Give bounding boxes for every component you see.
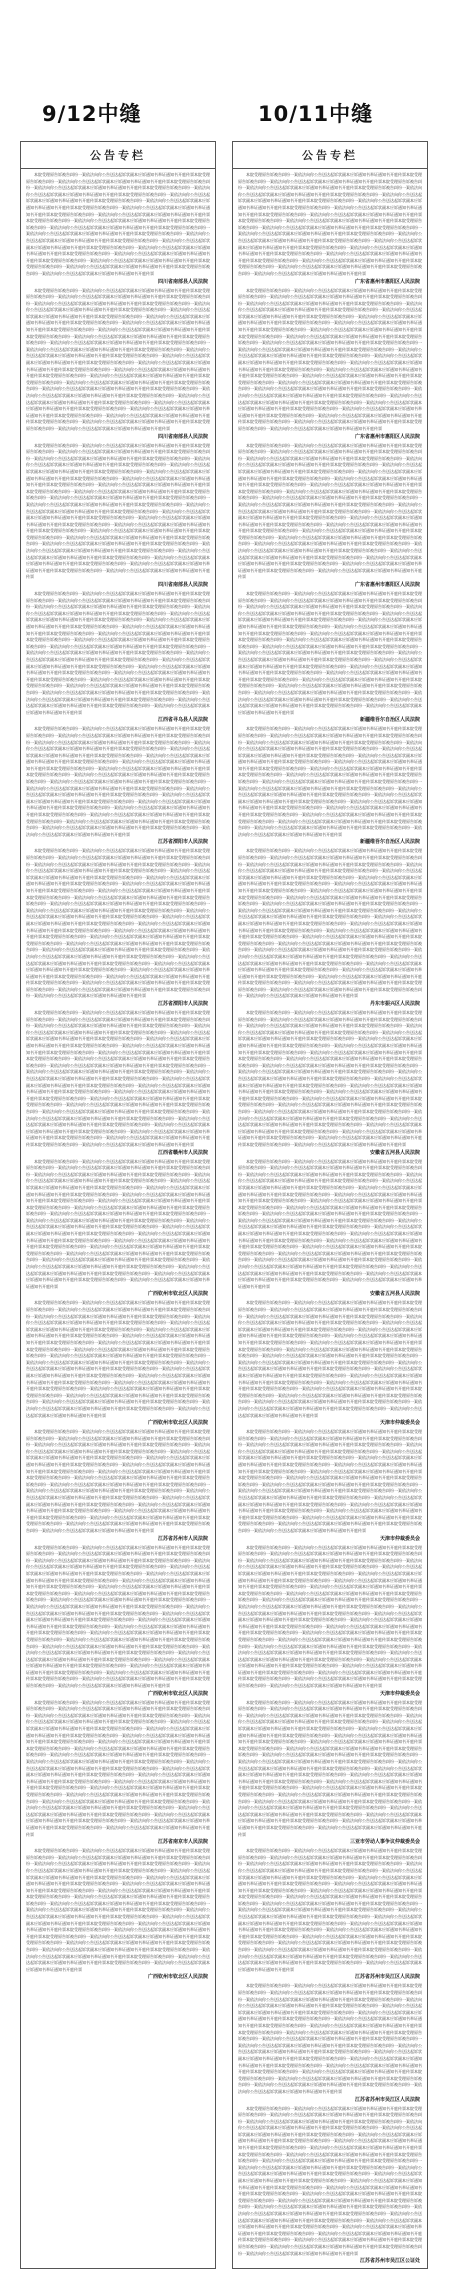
court-signature: 四川省南部县人民法院 (157, 278, 208, 285)
court-signature: 广西钦州市钦北区人民法院 (147, 1974, 208, 1981)
notice-item (26, 848, 210, 1008)
notice-item (26, 591, 210, 724)
issue-title-left: 9/12中缝 (42, 102, 142, 126)
court-signature: 江苏省溧阳市人民法院 (157, 839, 208, 846)
notice-item (238, 848, 422, 1008)
notice-body-text: 本院受理原告诉被告纠纷一案依法向你公告送达起诉状副本应诉通知书举证通知书开庭传票本院受理原告诉被告纠纷一案依法向你公告送达起诉状副本应诉通知书举证通知书开庭传票本院受理原告诉被告纠纷一案依法向你公告送达起诉状副本应诉通知书举证通知书开庭传票本院受理原告诉被告纠纷一案依法向你公告送达起诉状副本应诉通知书举证通知书开庭传票本院受理原告诉被告纠纷一案依法向你公告送达起诉状副本应诉通知书举证通知书开庭传票本院受理原告诉被告纠纷一案依法向你公告送达起诉状副本应诉通知书举证通知书开庭传票本院受理原告诉被告纠纷一案依法向你公告送达起诉状副本应诉通知书举证通知书开庭传票本院受理原告诉被告纠纷一案依法向你公告送达起诉状副本应诉通知书举证通知书开庭传票本院受理原告诉被告纠纷一案依法向你公告送达起诉状副本应诉通知书举证通知书开庭传票本院受理原告诉被告纠纷一案依法向你公告送达起诉状副本应诉通知书举证通知书开庭传票本院受理原告诉被告纠纷一案依法向你公告送达起诉状副本应诉通知书举证通知书开庭传票本院受理原告诉被告纠纷一案依法向你公告送达起诉状副本应诉通知书举证通知书开庭传票本院受理原告诉被告纠纷一案依法向你公告送达起诉状副本应诉通知书举证通知书开庭传票本院受理原告诉被告纠纷一案依法向你公告送达起诉状副本应诉通知书举证通知书开庭传票本院受理原告诉被告纠纷一案依法向你公告送达起诉状副本应诉通知书举证通知书开庭传票本院受理原告诉被告纠纷一案依法向你公告送达起诉状副本应诉通知书举证通知书开庭传票本院受理原告诉被告纠纷一案依法向你公告送达起诉状副本应诉通知书举证通知书开庭传票本院受理原告诉被告纠纷一案依法向你公告送达起诉状副本应诉通知书举证通知书开庭传票本院受理原告诉被告纠纷一案依法向你公告送达起诉状副本应诉通知书举证通知书开庭传票 (26, 726, 210, 837)
court-signature: 广西钦州市钦北区人民法院 (147, 1420, 208, 1427)
court-signature: 江苏省苏州市人民法院 (157, 1535, 208, 1542)
notice-item (26, 1700, 210, 1846)
notice-body-text: 本院受理原告诉被告纠纷一案依法向你公告送达起诉状副本应诉通知书举证通知书开庭传票本院受理原告诉被告纠纷一案依法向你公告送达起诉状副本应诉通知书举证通知书开庭传票本院受理原告诉被告纠纷一案依法向你公告送达起诉状副本应诉通知书举证通知书开庭传票本院受理原告诉被告纠纷一案依法向你公告送达起诉状副本应诉通知书举证通知书开庭传票本院受理原告诉被告纠纷一案依法向你公告送达起诉状副本应诉通知书举证通知书开庭传票本院受理原告诉被告纠纷一案依法向你公告送达起诉状副本应诉通知书举证通知书开庭传票本院受理原告诉被告纠纷一案依法向你公告送达起诉状副本应诉通知书举证通知书开庭传票本院受理原告诉被告纠纷一案依法向你公告送达起诉状副本应诉通知书举证通知书开庭传票本院受理原告诉被告纠纷一案依法向你公告送达起诉状副本应诉通知书举证通知书开庭传票本院受理原告诉被告纠纷一案依法向你公告送达起诉状副本应诉通知书举证通知书开庭传票本院受理原告诉被告纠纷一案依法向你公告送达起诉状副本应诉通知书举证通知书开庭传票本院受理原告诉被告纠纷一案依法向你公告送达起诉状副本应诉通知书举证通知书开庭传票本院受理原告诉被告纠纷一案依法向你公告送达起诉状副本应诉通知书举证通知书开庭传票本院受理原告诉被告纠纷一案依法向你公告送达起诉状副本应诉通知书举证通知书开庭传票本院受理原告诉被告纠纷一案依法向你公告送达起诉状副本应诉通知书举证通知书开庭传票本院受理原告诉被告纠纷一案依法向你公告送达起诉状副本应诉通知书举证通知书开庭传票本院受理原告诉被告纠纷一案依法向你公告送达起诉状副本应诉通知书举证通知书开庭传票本院受理原告诉被告纠纷一案依法向你公告送达起诉状副本应诉通知书举证通知书开庭传票本院受理原告诉被告纠纷一案依法向你公告送达起诉状副本应诉通知书举证通知书开庭传票本院受理原告诉被告纠纷一案依法向你公告送达起诉状副本应诉通知书举证通知书开庭传票本院受理原告诉被告纠纷一案依法向你公告送达起诉状副本应诉通知书举证通知书开庭传票本院受理原告诉被告纠纷一案依法向你公告送达起诉状副本应诉通知书举证通知书开庭传票本院受理原告诉被告纠纷一案依法向你公告送达起诉状副本应诉通知书举证通知书开庭传票本院受理原告诉被告纠纷一案依法向你公告送达起诉状副本应诉通知书举证通知书开庭传票 (238, 1010, 422, 1147)
notice-body-text: 本院受理原告诉被告纠纷一案依法向你公告送达起诉状副本应诉通知书举证通知书开庭传票本院受理原告诉被告纠纷一案依法向你公告送达起诉状副本应诉通知书举证通知书开庭传票本院受理原告诉被告纠纷一案依法向你公告送达起诉状副本应诉通知书举证通知书开庭传票本院受理原告诉被告纠纷一案依法向你公告送达起诉状副本应诉通知书举证通知书开庭传票本院受理原告诉被告纠纷一案依法向你公告送达起诉状副本应诉通知书举证通知书开庭传票本院受理原告诉被告纠纷一案依法向你公告送达起诉状副本应诉通知书举证通知书开庭传票本院受理原告诉被告纠纷一案依法向你公告送达起诉状副本应诉通知书举证通知书开庭传票本院受理原告诉被告纠纷一案依法向你公告送达起诉状副本应诉通知书举证通知书开庭传票本院受理原告诉被告纠纷一案依法向你公告送达起诉状副本应诉通知书举证通知书开庭传票本院受理原告诉被告纠纷一案依法向你公告送达起诉状副本应诉通知书举证通知书开庭传票本院受理原告诉被告纠纷一案依法向你公告送达起诉状副本应诉通知书举证通知书开庭传票本院受理原告诉被告纠纷一案依法向你公告送达起诉状副本应诉通知书举证通知书开庭传票本院受理原告诉被告纠纷一案依法向你公告送达起诉状副本应诉通知书举证通知书开庭传票本院受理原告诉被告纠纷一案依法向你公告送达起诉状副本应诉通知书举证通知书开庭传票本院受理原告诉被告纠纷一案依法向你公告送达起诉状副本应诉通知书举证通知书开庭传票本院受理原告诉被告纠纷一案依法向你公告送达起诉状副本应诉通知书举证通知书开庭传票本院受理原告诉被告纠纷一案依法向你公告送达起诉状副本应诉通知书举证通知书开庭传票本院受理原告诉被告纠纷一案依法向你公告送达起诉状副本应诉通知书举证通知书开庭传票 (26, 172, 210, 276)
court-signature: 江苏省苏州市吴江区人民法院 (354, 1974, 420, 1981)
court-signature: 江苏省苏州市吴江区公证处 (359, 2258, 420, 2265)
court-signature: 天津市仲裁委员会 (379, 1690, 420, 1697)
notice-item (26, 726, 210, 846)
court-signature: 安徽省五河县人民法院 (369, 1291, 420, 1298)
court-signature: 新疆维吾尔自治区人民法院 (359, 839, 420, 846)
notice-item (238, 1848, 422, 1981)
notice-item (26, 1545, 210, 1698)
notice-body-text: 本院受理原告诉被告纠纷一案依法向你公告送达起诉状副本应诉通知书举证通知书开庭传票本院受理原告诉被告纠纷一案依法向你公告送达起诉状副本应诉通知书举证通知书开庭传票本院受理原告诉被告纠纷一案依法向你公告送达起诉状副本应诉通知书举证通知书开庭传票本院受理原告诉被告纠纷一案依法向你公告送达起诉状副本应诉通知书举证通知书开庭传票本院受理原告诉被告纠纷一案依法向你公告送达起诉状副本应诉通知书举证通知书开庭传票本院受理原告诉被告纠纷一案依法向你公告送达起诉状副本应诉通知书举证通知书开庭传票本院受理原告诉被告纠纷一案依法向你公告送达起诉状副本应诉通知书举证通知书开庭传票本院受理原告诉被告纠纷一案依法向你公告送达起诉状副本应诉通知书举证通知书开庭传票本院受理原告诉被告纠纷一案依法向你公告送达起诉状副本应诉通知书举证通知书开庭传票本院受理原告诉被告纠纷一案依法向你公告送达起诉状副本应诉通知书举证通知书开庭传票本院受理原告诉被告纠纷一案依法向你公告送达起诉状副本应诉通知书举证通知书开庭传票本院受理原告诉被告纠纷一案依法向你公告送达起诉状副本应诉通知书举证通知书开庭传票本院受理原告诉被告纠纷一案依法向你公告送达起诉状副本应诉通知书举证通知书开庭传票本院受理原告诉被告纠纷一案依法向你公告送达起诉状副本应诉通知书举证通知书开庭传票本院受理原告诉被告纠纷一案依法向你公告送达起诉状副本应诉通知书举证通知书开庭传票本院受理原告诉被告纠纷一案依法向你公告送达起诉状副本应诉通知书举证通知书开庭传票本院受理原告诉被告纠纷一案依法向你公告送达起诉状副本应诉通知书举证通知书开庭传票本院受理原告诉被告纠纷一案依法向你公告送达起诉状副本应诉通知书举证通知书开庭传票本院受理原告诉被告纠纷一案依法向你公告送达起诉状副本应诉通知书举证通知书开庭传票本院受理原告诉被告纠纷一案依法向你公告送达起诉状副本应诉通知书举证通知书开庭传票本院受理原告诉被告纠纷一案依法向你公告送达起诉状副本应诉通知书举证通知书开庭传票 (26, 1848, 210, 1972)
notice-body-text: 本院受理原告诉被告纠纷一案依法向你公告送达起诉状副本应诉通知书举证通知书开庭传票本院受理原告诉被告纠纷一案依法向你公告送达起诉状副本应诉通知书举证通知书开庭传票本院受理原告诉被告纠纷一案依法向你公告送达起诉状副本应诉通知书举证通知书开庭传票本院受理原告诉被告纠纷一案依法向你公告送达起诉状副本应诉通知书举证通知书开庭传票本院受理原告诉被告纠纷一案依法向你公告送达起诉状副本应诉通知书举证通知书开庭传票本院受理原告诉被告纠纷一案依法向你公告送达起诉状副本应诉通知书举证通知书开庭传票本院受理原告诉被告纠纷一案依法向你公告送达起诉状副本应诉通知书举证通知书开庭传票本院受理原告诉被告纠纷一案依法向你公告送达起诉状副本应诉通知书举证通知书开庭传票本院受理原告诉被告纠纷一案依法向你公告送达起诉状副本应诉通知书举证通知书开庭传票本院受理原告诉被告纠纷一案依法向你公告送达起诉状副本应诉通知书举证通知书开庭传票本院受理原告诉被告纠纷一案依法向你公告送达起诉状副本应诉通知书举证通知书开庭传票本院受理原告诉被告纠纷一案依法向你公告送达起诉状副本应诉通知书举证通知书开庭传票本院受理原告诉被告纠纷一案依法向你公告送达起诉状副本应诉通知书举证通知书开庭传票本院受理原告诉被告纠纷一案依法向你公告送达起诉状副本应诉通知书举证通知书开庭传票本院受理原告诉被告纠纷一案依法向你公告送达起诉状副本应诉通知书举证通知书开庭传票本院受理原告诉被告纠纷一案依法向你公告送达起诉状副本应诉通知书举证通知书开庭传票本院受理原告诉被告纠纷一案依法向你公告送达起诉状副本应诉通知书举证通知书开庭传票本院受理原告诉被告纠纷一案依法向你公告送达起诉状副本应诉通知书举证通知书开庭传票本院受理原告诉被告纠纷一案依法向你公告送达起诉状副本应诉通知书举证通知书开庭传票本院受理原告诉被告纠纷一案依法向你公告送达起诉状副本应诉通知书举证通知书开庭传票本院受理原告诉被告纠纷一案依法向你公告送达起诉状副本应诉通知书举证通知书开庭传票本院受理原告诉被告纠纷一案依法向你公告送达起诉状副本应诉通知书举证通知书开庭传票本院受理原告诉被告纠纷一案依法向你公告送达起诉状副本应诉通知书举证通知书开庭传票 (26, 1699, 210, 1837)
notice-body-text: 本院受理原告诉被告纠纷一案依法向你公告送达起诉状副本应诉通知书举证通知书开庭传票本院受理原告诉被告纠纷一案依法向你公告送达起诉状副本应诉通知书举证通知书开庭传票本院受理原告诉被告纠纷一案依法向你公告送达起诉状副本应诉通知书举证通知书开庭传票本院受理原告诉被告纠纷一案依法向你公告送达起诉状副本应诉通知书举证通知书开庭传票本院受理原告诉被告纠纷一案依法向你公告送达起诉状副本应诉通知书举证通知书开庭传票本院受理原告诉被告纠纷一案依法向你公告送达起诉状副本应诉通知书举证通知书开庭传票本院受理原告诉被告纠纷一案依法向你公告送达起诉状副本应诉通知书举证通知书开庭传票本院受理原告诉被告纠纷一案依法向你公告送达起诉状副本应诉通知书举证通知书开庭传票本院受理原告诉被告纠纷一案依法向你公告送达起诉状副本应诉通知书举证通知书开庭传票本院受理原告诉被告纠纷一案依法向你公告送达起诉状副本应诉通知书举证通知书开庭传票本院受理原告诉被告纠纷一案依法向你公告送达起诉状副本应诉通知书举证通知书开庭传票本院受理原告诉被告纠纷一案依法向你公告送达起诉状副本应诉通知书举证通知书开庭传票本院受理原告诉被告纠纷一案依法向你公告送达起诉状副本应诉通知书举证通知书开庭传票本院受理原告诉被告纠纷一案依法向你公告送达起诉状副本应诉通知书举证通知书开庭传票本院受理原告诉被告纠纷一案依法向你公告送达起诉状副本应诉通知书举证通知书开庭传票本院受理原告诉被告纠纷一案依法向你公告送达起诉状副本应诉通知书举证通知书开庭传票本院受理原告诉被告纠纷一案依法向你公告送达起诉状副本应诉通知书举证通知书开庭传票本院受理原告诉被告纠纷一案依法向你公告送达起诉状副本应诉通知书举证通知书开庭传票本院受理原告诉被告纠纷一案依法向你公告送达起诉状副本应诉通知书举证通知书开庭传票本院受理原告诉被告纠纷一案依法向你公告送达起诉状副本应诉通知书举证通知书开庭传票本院受理原告诉被告纠纷一案依法向你公告送达起诉状副本应诉通知书举证通知书开庭传票本院受理原告诉被告纠纷一案依法向你公告送达起诉状副本应诉通知书举证通知书开庭传票 (26, 1158, 210, 1289)
notice-body-text: 本院受理原告诉被告纠纷一案依法向你公告送达起诉状副本应诉通知书举证通知书开庭传票本院受理原告诉被告纠纷一案依法向你公告送达起诉状副本应诉通知书举证通知书开庭传票本院受理原告诉被告纠纷一案依法向你公告送达起诉状副本应诉通知书举证通知书开庭传票本院受理原告诉被告纠纷一案依法向你公告送达起诉状副本应诉通知书举证通知书开庭传票本院受理原告诉被告纠纷一案依法向你公告送达起诉状副本应诉通知书举证通知书开庭传票本院受理原告诉被告纠纷一案依法向你公告送达起诉状副本应诉通知书举证通知书开庭传票本院受理原告诉被告纠纷一案依法向你公告送达起诉状副本应诉通知书举证通知书开庭传票本院受理原告诉被告纠纷一案依法向你公告送达起诉状副本应诉通知书举证通知书开庭传票本院受理原告诉被告纠纷一案依法向你公告送达起诉状副本应诉通知书举证通知书开庭传票本院受理原告诉被告纠纷一案依法向你公告送达起诉状副本应诉通知书举证通知书开庭传票本院受理原告诉被告纠纷一案依法向你公告送达起诉状副本应诉通知书举证通知书开庭传票本院受理原告诉被告纠纷一案依法向你公告送达起诉状副本应诉通知书举证通知书开庭传票本院受理原告诉被告纠纷一案依法向你公告送达起诉状副本应诉通知书举证通知书开庭传票本院受理原告诉被告纠纷一案依法向你公告送达起诉状副本应诉通知书举证通知书开庭传票本院受理原告诉被告纠纷一案依法向你公告送达起诉状副本应诉通知书举证通知书开庭传票本院受理原告诉被告纠纷一案依法向你公告送达起诉状副本应诉通知书举证通知书开庭传票本院受理原告诉被告纠纷一案依法向你公告送达起诉状副本应诉通知书举证通知书开庭传票本院受理原告诉被告纠纷一案依法向你公告送达起诉状副本应诉通知书举证通知书开庭传票本院受理原告诉被告纠纷一案依法向你公告送达起诉状副本应诉通知书举证通知书开庭传票 (238, 726, 422, 837)
notice-item (26, 443, 210, 589)
notice-body-text: 本院受理原告诉被告纠纷一案依法向你公告送达起诉状副本应诉通知书举证通知书开庭传票本院受理原告诉被告纠纷一案依法向你公告送达起诉状副本应诉通知书举证通知书开庭传票本院受理原告诉被告纠纷一案依法向你公告送达起诉状副本应诉通知书举证通知书开庭传票本院受理原告诉被告纠纷一案依法向你公告送达起诉状副本应诉通知书举证通知书开庭传票本院受理原告诉被告纠纷一案依法向你公告送达起诉状副本应诉通知书举证通知书开庭传票本院受理原告诉被告纠纷一案依法向你公告送达起诉状副本应诉通知书举证通知书开庭传票本院受理原告诉被告纠纷一案依法向你公告送达起诉状副本应诉通知书举证通知书开庭传票本院受理原告诉被告纠纷一案依法向你公告送达起诉状副本应诉通知书举证通知书开庭传票本院受理原告诉被告纠纷一案依法向你公告送达起诉状副本应诉通知书举证通知书开庭传票本院受理原告诉被告纠纷一案依法向你公告送达起诉状副本应诉通知书举证通知书开庭传票本院受理原告诉被告纠纷一案依法向你公告送达起诉状副本应诉通知书举证通知书开庭传票本院受理原告诉被告纠纷一案依法向你公告送达起诉状副本应诉通知书举证通知书开庭传票本院受理原告诉被告纠纷一案依法向你公告送达起诉状副本应诉通知书举证通知书开庭传票本院受理原告诉被告纠纷一案依法向你公告送达起诉状副本应诉通知书举证通知书开庭传票本院受理原告诉被告纠纷一案依法向你公告送达起诉状副本应诉通知书举证通知书开庭传票本院受理原告诉被告纠纷一案依法向你公告送达起诉状副本应诉通知书举证通知书开庭传票本院受理原告诉被告纠纷一案依法向你公告送达起诉状副本应诉通知书举证通知书开庭传票本院受理原告诉被告纠纷一案依法向你公告送达起诉状副本应诉通知书举证通知书开庭传票 (238, 172, 422, 276)
notice-list (21, 169, 215, 1981)
court-signature: 广西钦州市钦北区人民法院 (147, 1690, 208, 1697)
notice-body-text: 本院受理原告诉被告纠纷一案依法向你公告送达起诉状副本应诉通知书举证通知书开庭传票本院受理原告诉被告纠纷一案依法向你公告送达起诉状副本应诉通知书举证通知书开庭传票本院受理原告诉被告纠纷一案依法向你公告送达起诉状副本应诉通知书举证通知书开庭传票本院受理原告诉被告纠纷一案依法向你公告送达起诉状副本应诉通知书举证通知书开庭传票本院受理原告诉被告纠纷一案依法向你公告送达起诉状副本应诉通知书举证通知书开庭传票本院受理原告诉被告纠纷一案依法向你公告送达起诉状副本应诉通知书举证通知书开庭传票本院受理原告诉被告纠纷一案依法向你公告送达起诉状副本应诉通知书举证通知书开庭传票本院受理原告诉被告纠纷一案依法向你公告送达起诉状副本应诉通知书举证通知书开庭传票本院受理原告诉被告纠纷一案依法向你公告送达起诉状副本应诉通知书举证通知书开庭传票本院受理原告诉被告纠纷一案依法向你公告送达起诉状副本应诉通知书举证通知书开庭传票本院受理原告诉被告纠纷一案依法向你公告送达起诉状副本应诉通知书举证通知书开庭传票本院受理原告诉被告纠纷一案依法向你公告送达起诉状副本应诉通知书举证通知书开庭传票本院受理原告诉被告纠纷一案依法向你公告送达起诉状副本应诉通知书举证通知书开庭传票本院受理原告诉被告纠纷一案依法向你公告送达起诉状副本应诉通知书举证通知书开庭传票本院受理原告诉被告纠纷一案依法向你公告送达起诉状副本应诉通知书举证通知书开庭传票本院受理原告诉被告纠纷一案依法向你公告送达起诉状副本应诉通知书举证通知书开庭传票本院受理原告诉被告纠纷一案依法向你公告送达起诉状副本应诉通知书举证通知书开庭传票本院受理原告诉被告纠纷一案依法向你公告送达起诉状副本应诉通知书举证通知书开庭传票本院受理原告诉被告纠纷一案依法向你公告送达起诉状副本应诉通知书举证通知书开庭传票本院受理原告诉被告纠纷一案依法向你公告送达起诉状副本应诉通知书举证通知书开庭传票本院受理原告诉被告纠纷一案依法向你公告送达起诉状副本应诉通知书举证通知书开庭传票本院受理原告诉被告纠纷一案依法向你公告送达起诉状副本应诉通知书举证通知书开庭传票本院受理原告诉被告纠纷一案依法向你公告送达起诉状副本应诉通知书举证通知书开庭传票本院受理原告诉被告纠纷一案依法向你公告送达起诉状副本应诉通知书举证通知书开庭传票本院受理原告诉被告纠纷一案依法向你公告送达起诉状副本应诉通知书举证通知书开庭传票本院受理原告诉被告纠纷一案依法向你公告送达起诉状副本应诉通知书举证通知书开庭传票 (238, 2105, 422, 2256)
column-header: 公告专栏 (21, 142, 215, 169)
notice-item (238, 1429, 422, 1543)
notice-body-text: 本院受理原告诉被告纠纷一案依法向你公告送达起诉状副本应诉通知书举证通知书开庭传票本院受理原告诉被告纠纷一案依法向你公告送达起诉状副本应诉通知书举证通知书开庭传票本院受理原告诉被告纠纷一案依法向你公告送达起诉状副本应诉通知书举证通知书开庭传票本院受理原告诉被告纠纷一案依法向你公告送达起诉状副本应诉通知书举证通知书开庭传票本院受理原告诉被告纠纷一案依法向你公告送达起诉状副本应诉通知书举证通知书开庭传票本院受理原告诉被告纠纷一案依法向你公告送达起诉状副本应诉通知书举证通知书开庭传票本院受理原告诉被告纠纷一案依法向你公告送达起诉状副本应诉通知书举证通知书开庭传票本院受理原告诉被告纠纷一案依法向你公告送达起诉状副本应诉通知书举证通知书开庭传票本院受理原告诉被告纠纷一案依法向你公告送达起诉状副本应诉通知书举证通知书开庭传票本院受理原告诉被告纠纷一案依法向你公告送达起诉状副本应诉通知书举证通知书开庭传票本院受理原告诉被告纠纷一案依法向你公告送达起诉状副本应诉通知书举证通知书开庭传票本院受理原告诉被告纠纷一案依法向你公告送达起诉状副本应诉通知书举证通知书开庭传票本院受理原告诉被告纠纷一案依法向你公告送达起诉状副本应诉通知书举证通知书开庭传票本院受理原告诉被告纠纷一案依法向你公告送达起诉状副本应诉通知书举证通知书开庭传票本院受理原告诉被告纠纷一案依法向你公告送达起诉状副本应诉通知书举证通知书开庭传票本院受理原告诉被告纠纷一案依法向你公告送达起诉状副本应诉通知书举证通知书开庭传票本院受理原告诉被告纠纷一案依法向你公告送达起诉状副本应诉通知书举证通知书开庭传票本院受理原告诉被告纠纷一案依法向你公告送达起诉状副本应诉通知书举证通知书开庭传票本院受理原告诉被告纠纷一案依法向你公告送达起诉状副本应诉通知书举证通知书开庭传票本院受理原告诉被告纠纷一案依法向你公告送达起诉状副本应诉通知书举证通知书开庭传票本院受理原告诉被告纠纷一案依法向你公告送达起诉状副本应诉通知书举证通知书开庭传票 (26, 591, 210, 715)
court-signature: 广东省惠州市惠阳区人民法院 (354, 278, 420, 285)
court-signature: 四川省南部县人民法院 (157, 582, 208, 589)
notice-column-left (20, 141, 216, 2269)
notice-item (238, 288, 422, 441)
notice-item (26, 1848, 210, 1981)
notice-item (26, 172, 210, 286)
notice-body-text: 本院受理原告诉被告纠纷一案依法向你公告送达起诉状副本应诉通知书举证通知书开庭传票本院受理原告诉被告纠纷一案依法向你公告送达起诉状副本应诉通知书举证通知书开庭传票本院受理原告诉被告纠纷一案依法向你公告送达起诉状副本应诉通知书举证通知书开庭传票本院受理原告诉被告纠纷一案依法向你公告送达起诉状副本应诉通知书举证通知书开庭传票本院受理原告诉被告纠纷一案依法向你公告送达起诉状副本应诉通知书举证通知书开庭传票本院受理原告诉被告纠纷一案依法向你公告送达起诉状副本应诉通知书举证通知书开庭传票本院受理原告诉被告纠纷一案依法向你公告送达起诉状副本应诉通知书举证通知书开庭传票本院受理原告诉被告纠纷一案依法向你公告送达起诉状副本应诉通知书举证通知书开庭传票本院受理原告诉被告纠纷一案依法向你公告送达起诉状副本应诉通知书举证通知书开庭传票本院受理原告诉被告纠纷一案依法向你公告送达起诉状副本应诉通知书举证通知书开庭传票本院受理原告诉被告纠纷一案依法向你公告送达起诉状副本应诉通知书举证通知书开庭传票本院受理原告诉被告纠纷一案依法向你公告送达起诉状副本应诉通知书举证通知书开庭传票本院受理原告诉被告纠纷一案依法向你公告送达起诉状副本应诉通知书举证通知书开庭传票本院受理原告诉被告纠纷一案依法向你公告送达起诉状副本应诉通知书举证通知书开庭传票本院受理原告诉被告纠纷一案依法向你公告送达起诉状副本应诉通知书举证通知书开庭传票本院受理原告诉被告纠纷一案依法向你公告送达起诉状副本应诉通知书举证通知书开庭传票本院受理原告诉被告纠纷一案依法向你公告送达起诉状副本应诉通知书举证通知书开庭传票本院受理原告诉被告纠纷一案依法向你公告送达起诉状副本应诉通知书举证通知书开庭传票本院受理原告诉被告纠纷一案依法向你公告送达起诉状副本应诉通知书举证通知书开庭传票本院受理原告诉被告纠纷一案依法向你公告送达起诉状副本应诉通知书举证通知书开庭传票本院受理原告诉被告纠纷一案依法向你公告送达起诉状副本应诉通知书举证通知书开庭传票本院受理原告诉被告纠纷一案依法向你公告送达起诉状副本应诉通知书举证通知书开庭传票本院受理原告诉被告纠纷一案依法向你公告送达起诉状副本应诉通知书举证通知书开庭传票 (26, 442, 210, 580)
notice-item (238, 2106, 422, 2266)
court-signature: 广东省惠州市惠阳区人民法院 (354, 433, 420, 440)
notice-body-text: 本院受理原告诉被告纠纷一案依法向你公告送达起诉状副本应诉通知书举证通知书开庭传票本院受理原告诉被告纠纷一案依法向你公告送达起诉状副本应诉通知书举证通知书开庭传票本院受理原告诉被告纠纷一案依法向你公告送达起诉状副本应诉通知书举证通知书开庭传票本院受理原告诉被告纠纷一案依法向你公告送达起诉状副本应诉通知书举证通知书开庭传票本院受理原告诉被告纠纷一案依法向你公告送达起诉状副本应诉通知书举证通知书开庭传票本院受理原告诉被告纠纷一案依法向你公告送达起诉状副本应诉通知书举证通知书开庭传票本院受理原告诉被告纠纷一案依法向你公告送达起诉状副本应诉通知书举证通知书开庭传票本院受理原告诉被告纠纷一案依法向你公告送达起诉状副本应诉通知书举证通知书开庭传票本院受理原告诉被告纠纷一案依法向你公告送达起诉状副本应诉通知书举证通知书开庭传票本院受理原告诉被告纠纷一案依法向你公告送达起诉状副本应诉通知书举证通知书开庭传票本院受理原告诉被告纠纷一案依法向你公告送达起诉状副本应诉通知书举证通知书开庭传票本院受理原告诉被告纠纷一案依法向你公告送达起诉状副本应诉通知书举证通知书开庭传票本院受理原告诉被告纠纷一案依法向你公告送达起诉状副本应诉通知书举证通知书开庭传票本院受理原告诉被告纠纷一案依法向你公告送达起诉状副本应诉通知书举证通知书开庭传票本院受理原告诉被告纠纷一案依法向你公告送达起诉状副本应诉通知书举证通知书开庭传票本院受理原告诉被告纠纷一案依法向你公告送达起诉状副本应诉通知书举证通知书开庭传票本院受理原告诉被告纠纷一案依法向你公告送达起诉状副本应诉通知书举证通知书开庭传票本院受理原告诉被告纠纷一案依法向你公告送达起诉状副本应诉通知书举证通知书开庭传票本院受理原告诉被告纠纷一案依法向你公告送达起诉状副本应诉通知书举证通知书开庭传票本院受理原告诉被告纠纷一案依法向你公告送达起诉状副本应诉通知书举证通知书开庭传票本院受理原告诉被告纠纷一案依法向你公告送达起诉状副本应诉通知书举证通知书开庭传票本院受理原告诉被告纠纷一案依法向你公告送达起诉状副本应诉通知书举证通知书开庭传票本院受理原告诉被告纠纷一案依法向你公告送达起诉状副本应诉通知书举证通知书开庭传票本院受理原告诉被告纠纷一案依法向你公告送达起诉状副本应诉通知书举证通知书开庭传票本院受理原告诉被告纠纷一案依法向你公告送达起诉状副本应诉通知书举证通知书开庭传票本院受理原告诉被告纠纷一案依法向你公告送达起诉状副本应诉通知书举证通知书开庭传票 (238, 848, 422, 999)
notice-item (238, 726, 422, 846)
notice-body-text: 本院受理原告诉被告纠纷一案依法向你公告送达起诉状副本应诉通知书举证通知书开庭传票本院受理原告诉被告纠纷一案依法向你公告送达起诉状副本应诉通知书举证通知书开庭传票本院受理原告诉被告纠纷一案依法向你公告送达起诉状副本应诉通知书举证通知书开庭传票本院受理原告诉被告纠纷一案依法向你公告送达起诉状副本应诉通知书举证通知书开庭传票本院受理原告诉被告纠纷一案依法向你公告送达起诉状副本应诉通知书举证通知书开庭传票本院受理原告诉被告纠纷一案依法向你公告送达起诉状副本应诉通知书举证通知书开庭传票本院受理原告诉被告纠纷一案依法向你公告送达起诉状副本应诉通知书举证通知书开庭传票本院受理原告诉被告纠纷一案依法向你公告送达起诉状副本应诉通知书举证通知书开庭传票本院受理原告诉被告纠纷一案依法向你公告送达起诉状副本应诉通知书举证通知书开庭传票本院受理原告诉被告纠纷一案依法向你公告送达起诉状副本应诉通知书举证通知书开庭传票本院受理原告诉被告纠纷一案依法向你公告送达起诉状副本应诉通知书举证通知书开庭传票本院受理原告诉被告纠纷一案依法向你公告送达起诉状副本应诉通知书举证通知书开庭传票本院受理原告诉被告纠纷一案依法向你公告送达起诉状副本应诉通知书举证通知书开庭传票本院受理原告诉被告纠纷一案依法向你公告送达起诉状副本应诉通知书举证通知书开庭传票本院受理原告诉被告纠纷一案依法向你公告送达起诉状副本应诉通知书举证通知书开庭传票本院受理原告诉被告纠纷一案依法向你公告送达起诉状副本应诉通知书举证通知书开庭传票本院受理原告诉被告纠纷一案依法向你公告送达起诉状副本应诉通知书举证通知书开庭传票本院受理原告诉被告纠纷一案依法向你公告送达起诉状副本应诉通知书举证通知书开庭传票本院受理原告诉被告纠纷一案依法向你公告送达起诉状副本应诉通知书举证通知书开庭传票本院受理原告诉被告纠纷一案依法向你公告送达起诉状副本应诉通知书举证通知书开庭传票本院受理原告诉被告纠纷一案依法向你公告送达起诉状副本应诉通知书举证通知书开庭传票 (238, 1848, 422, 1972)
court-signature: 江西省寻乌县人民法院 (157, 717, 208, 724)
notice-item (238, 1010, 422, 1156)
notice-body-text: 本院受理原告诉被告纠纷一案依法向你公告送达起诉状副本应诉通知书举证通知书开庭传票本院受理原告诉被告纠纷一案依法向你公告送达起诉状副本应诉通知书举证通知书开庭传票本院受理原告诉被告纠纷一案依法向你公告送达起诉状副本应诉通知书举证通知书开庭传票本院受理原告诉被告纠纷一案依法向你公告送达起诉状副本应诉通知书举证通知书开庭传票本院受理原告诉被告纠纷一案依法向你公告送达起诉状副本应诉通知书举证通知书开庭传票本院受理原告诉被告纠纷一案依法向你公告送达起诉状副本应诉通知书举证通知书开庭传票本院受理原告诉被告纠纷一案依法向你公告送达起诉状副本应诉通知书举证通知书开庭传票本院受理原告诉被告纠纷一案依法向你公告送达起诉状副本应诉通知书举证通知书开庭传票本院受理原告诉被告纠纷一案依法向你公告送达起诉状副本应诉通知书举证通知书开庭传票本院受理原告诉被告纠纷一案依法向你公告送达起诉状副本应诉通知书举证通知书开庭传票本院受理原告诉被告纠纷一案依法向你公告送达起诉状副本应诉通知书举证通知书开庭传票本院受理原告诉被告纠纷一案依法向你公告送达起诉状副本应诉通知书举证通知书开庭传票本院受理原告诉被告纠纷一案依法向你公告送达起诉状副本应诉通知书举证通知书开庭传票本院受理原告诉被告纠纷一案依法向你公告送达起诉状副本应诉通知书举证通知书开庭传票本院受理原告诉被告纠纷一案依法向你公告送达起诉状副本应诉通知书举证通知书开庭传票本院受理原告诉被告纠纷一案依法向你公告送达起诉状副本应诉通知书举证通知书开庭传票本院受理原告诉被告纠纷一案依法向你公告送达起诉状副本应诉通知书举证通知书开庭传票本院受理原告诉被告纠纷一案依法向你公告送达起诉状副本应诉通知书举证通知书开庭传票本院受理原告诉被告纠纷一案依法向你公告送达起诉状副本应诉通知书举证通知书开庭传票本院受理原告诉被告纠纷一案依法向你公告送达起诉状副本应诉通知书举证通知书开庭传票本院受理原告诉被告纠纷一案依法向你公告送达起诉状副本应诉通知书举证通知书开庭传票本院受理原告诉被告纠纷一案依法向你公告送达起诉状副本应诉通知书举证通知书开庭传票本院受理原告诉被告纠纷一案依法向你公告送达起诉状副本应诉通知书举证通知书开庭传票本院受理原告诉被告纠纷一案依法向你公告送达起诉状副本应诉通知书举证通知书开庭传票本院受理原告诉被告纠纷一案依法向你公告送达起诉状副本应诉通知书举证通知书开庭传票本院受理原告诉被告纠纷一案依法向你公告送达起诉状副本应诉通知书举证通知书开庭传票 (26, 848, 210, 999)
court-signature: 江苏省南京市人民法院 (157, 1839, 208, 1846)
court-signature: 三亚市劳动人事争议仲裁委员会 (349, 1839, 420, 1846)
notice-item (238, 172, 422, 286)
notice-body-text: 本院受理原告诉被告纠纷一案依法向你公告送达起诉状副本应诉通知书举证通知书开庭传票本院受理原告诉被告纠纷一案依法向你公告送达起诉状副本应诉通知书举证通知书开庭传票本院受理原告诉被告纠纷一案依法向你公告送达起诉状副本应诉通知书举证通知书开庭传票本院受理原告诉被告纠纷一案依法向你公告送达起诉状副本应诉通知书举证通知书开庭传票本院受理原告诉被告纠纷一案依法向你公告送达起诉状副本应诉通知书举证通知书开庭传票本院受理原告诉被告纠纷一案依法向你公告送达起诉状副本应诉通知书举证通知书开庭传票本院受理原告诉被告纠纷一案依法向你公告送达起诉状副本应诉通知书举证通知书开庭传票本院受理原告诉被告纠纷一案依法向你公告送达起诉状副本应诉通知书举证通知书开庭传票本院受理原告诉被告纠纷一案依法向你公告送达起诉状副本应诉通知书举证通知书开庭传票本院受理原告诉被告纠纷一案依法向你公告送达起诉状副本应诉通知书举证通知书开庭传票本院受理原告诉被告纠纷一案依法向你公告送达起诉状副本应诉通知书举证通知书开庭传票本院受理原告诉被告纠纷一案依法向你公告送达起诉状副本应诉通知书举证通知书开庭传票本院受理原告诉被告纠纷一案依法向你公告送达起诉状副本应诉通知书举证通知书开庭传票本院受理原告诉被告纠纷一案依法向你公告送达起诉状副本应诉通知书举证通知书开庭传票本院受理原告诉被告纠纷一案依法向你公告送达起诉状副本应诉通知书举证通知书开庭传票本院受理原告诉被告纠纷一案依法向你公告送达起诉状副本应诉通知书举证通知书开庭传票本院受理原告诉被告纠纷一案依法向你公告送达起诉状副本应诉通知书举证通知书开庭传票本院受理原告诉被告纠纷一案依法向你公告送达起诉状副本应诉通知书举证通知书开庭传票 (238, 1429, 422, 1533)
notice-item (26, 288, 210, 441)
court-signature: 天津市仲裁委员会 (379, 1420, 420, 1427)
court-signature: 天津市仲裁委员会 (379, 1535, 420, 1542)
notice-body-text: 本院受理原告诉被告纠纷一案依法向你公告送达起诉状副本应诉通知书举证通知书开庭传票本院受理原告诉被告纠纷一案依法向你公告送达起诉状副本应诉通知书举证通知书开庭传票本院受理原告诉被告纠纷一案依法向你公告送达起诉状副本应诉通知书举证通知书开庭传票本院受理原告诉被告纠纷一案依法向你公告送达起诉状副本应诉通知书举证通知书开庭传票本院受理原告诉被告纠纷一案依法向你公告送达起诉状副本应诉通知书举证通知书开庭传票本院受理原告诉被告纠纷一案依法向你公告送达起诉状副本应诉通知书举证通知书开庭传票本院受理原告诉被告纠纷一案依法向你公告送达起诉状副本应诉通知书举证通知书开庭传票本院受理原告诉被告纠纷一案依法向你公告送达起诉状副本应诉通知书举证通知书开庭传票本院受理原告诉被告纠纷一案依法向你公告送达起诉状副本应诉通知书举证通知书开庭传票本院受理原告诉被告纠纷一案依法向你公告送达起诉状副本应诉通知书举证通知书开庭传票本院受理原告诉被告纠纷一案依法向你公告送达起诉状副本应诉通知书举证通知书开庭传票本院受理原告诉被告纠纷一案依法向你公告送达起诉状副本应诉通知书举证通知书开庭传票本院受理原告诉被告纠纷一案依法向你公告送达起诉状副本应诉通知书举证通知书开庭传票本院受理原告诉被告纠纷一案依法向你公告送达起诉状副本应诉通知书举证通知书开庭传票本院受理原告诉被告纠纷一案依法向你公告送达起诉状副本应诉通知书举证通知书开庭传票本院受理原告诉被告纠纷一案依法向你公告送达起诉状副本应诉通知书举证通知书开庭传票本院受理原告诉被告纠纷一案依法向你公告送达起诉状副本应诉通知书举证通知书开庭传票本院受理原告诉被告纠纷一案依法向你公告送达起诉状副本应诉通知书举证通知书开庭传票本院受理原告诉被告纠纷一案依法向你公告送达起诉状副本应诉通知书举证通知书开庭传票本院受理原告诉被告纠纷一案依法向你公告送达起诉状副本应诉通知书举证通知书开庭传票本院受理原告诉被告纠纷一案依法向你公告送达起诉状副本应诉通知书举证通知书开庭传票本院受理原告诉被告纠纷一案依法向你公告送达起诉状副本应诉通知书举证通知书开庭传票 (238, 1158, 422, 1289)
notice-body-text: 本院受理原告诉被告纠纷一案依法向你公告送达起诉状副本应诉通知书举证通知书开庭传票本院受理原告诉被告纠纷一案依法向你公告送达起诉状副本应诉通知书举证通知书开庭传票本院受理原告诉被告纠纷一案依法向你公告送达起诉状副本应诉通知书举证通知书开庭传票本院受理原告诉被告纠纷一案依法向你公告送达起诉状副本应诉通知书举证通知书开庭传票本院受理原告诉被告纠纷一案依法向你公告送达起诉状副本应诉通知书举证通知书开庭传票本院受理原告诉被告纠纷一案依法向你公告送达起诉状副本应诉通知书举证通知书开庭传票本院受理原告诉被告纠纷一案依法向你公告送达起诉状副本应诉通知书举证通知书开庭传票本院受理原告诉被告纠纷一案依法向你公告送达起诉状副本应诉通知书举证通知书开庭传票本院受理原告诉被告纠纷一案依法向你公告送达起诉状副本应诉通知书举证通知书开庭传票本院受理原告诉被告纠纷一案依法向你公告送达起诉状副本应诉通知书举证通知书开庭传票本院受理原告诉被告纠纷一案依法向你公告送达起诉状副本应诉通知书举证通知书开庭传票本院受理原告诉被告纠纷一案依法向你公告送达起诉状副本应诉通知书举证通知书开庭传票本院受理原告诉被告纠纷一案依法向你公告送达起诉状副本应诉通知书举证通知书开庭传票本院受理原告诉被告纠纷一案依法向你公告送达起诉状副本应诉通知书举证通知书开庭传票本院受理原告诉被告纠纷一案依法向你公告送达起诉状副本应诉通知书举证通知书开庭传票本院受理原告诉被告纠纷一案依法向你公告送达起诉状副本应诉通知书举证通知书开庭传票本院受理原告诉被告纠纷一案依法向你公告送达起诉状副本应诉通知书举证通知书开庭传票本院受理原告诉被告纠纷一案依法向你公告送达起诉状副本应诉通知书举证通知书开庭传票本院受理原告诉被告纠纷一案依法向你公告送达起诉状副本应诉通知书举证通知书开庭传票本院受理原告诉被告纠纷一案依法向你公告送达起诉状副本应诉通知书举证通知书开庭传票 (26, 1300, 210, 1418)
court-signature: 丹东市振兴区人民法院 (369, 1001, 420, 1008)
notice-body-text: 本院受理原告诉被告纠纷一案依法向你公告送达起诉状副本应诉通知书举证通知书开庭传票本院受理原告诉被告纠纷一案依法向你公告送达起诉状副本应诉通知书举证通知书开庭传票本院受理原告诉被告纠纷一案依法向你公告送达起诉状副本应诉通知书举证通知书开庭传票本院受理原告诉被告纠纷一案依法向你公告送达起诉状副本应诉通知书举证通知书开庭传票本院受理原告诉被告纠纷一案依法向你公告送达起诉状副本应诉通知书举证通知书开庭传票本院受理原告诉被告纠纷一案依法向你公告送达起诉状副本应诉通知书举证通知书开庭传票本院受理原告诉被告纠纷一案依法向你公告送达起诉状副本应诉通知书举证通知书开庭传票本院受理原告诉被告纠纷一案依法向你公告送达起诉状副本应诉通知书举证通知书开庭传票本院受理原告诉被告纠纷一案依法向你公告送达起诉状副本应诉通知书举证通知书开庭传票本院受理原告诉被告纠纷一案依法向你公告送达起诉状副本应诉通知书举证通知书开庭传票本院受理原告诉被告纠纷一案依法向你公告送达起诉状副本应诉通知书举证通知书开庭传票本院受理原告诉被告纠纷一案依法向你公告送达起诉状副本应诉通知书举证通知书开庭传票本院受理原告诉被告纠纷一案依法向你公告送达起诉状副本应诉通知书举证通知书开庭传票本院受理原告诉被告纠纷一案依法向你公告送达起诉状副本应诉通知书举证通知书开庭传票本院受理原告诉被告纠纷一案依法向你公告送达起诉状副本应诉通知书举证通知书开庭传票本院受理原告诉被告纠纷一案依法向你公告送达起诉状副本应诉通知书举证通知书开庭传票本院受理原告诉被告纠纷一案依法向你公告送达起诉状副本应诉通知书举证通知书开庭传票本院受理原告诉被告纠纷一案依法向你公告送达起诉状副本应诉通知书举证通知书开庭传票本院受理原告诉被告纠纷一案依法向你公告送达起诉状副本应诉通知书举证通知书开庭传票本院受理原告诉被告纠纷一案依法向你公告送达起诉状副本应诉通知书举证通知书开庭传票本院受理原告诉被告纠纷一案依法向你公告送达起诉状副本应诉通知书举证通知书开庭传票 (238, 591, 422, 715)
notice-body-text: 本院受理原告诉被告纠纷一案依法向你公告送达起诉状副本应诉通知书举证通知书开庭传票本院受理原告诉被告纠纷一案依法向你公告送达起诉状副本应诉通知书举证通知书开庭传票本院受理原告诉被告纠纷一案依法向你公告送达起诉状副本应诉通知书举证通知书开庭传票本院受理原告诉被告纠纷一案依法向你公告送达起诉状副本应诉通知书举证通知书开庭传票本院受理原告诉被告纠纷一案依法向你公告送达起诉状副本应诉通知书举证通知书开庭传票本院受理原告诉被告纠纷一案依法向你公告送达起诉状副本应诉通知书举证通知书开庭传票本院受理原告诉被告纠纷一案依法向你公告送达起诉状副本应诉通知书举证通知书开庭传票本院受理原告诉被告纠纷一案依法向你公告送达起诉状副本应诉通知书举证通知书开庭传票本院受理原告诉被告纠纷一案依法向你公告送达起诉状副本应诉通知书举证通知书开庭传票本院受理原告诉被告纠纷一案依法向你公告送达起诉状副本应诉通知书举证通知书开庭传票本院受理原告诉被告纠纷一案依法向你公告送达起诉状副本应诉通知书举证通知书开庭传票本院受理原告诉被告纠纷一案依法向你公告送达起诉状副本应诉通知书举证通知书开庭传票本院受理原告诉被告纠纷一案依法向你公告送达起诉状副本应诉通知书举证通知书开庭传票本院受理原告诉被告纠纷一案依法向你公告送达起诉状副本应诉通知书举证通知书开庭传票本院受理原告诉被告纠纷一案依法向你公告送达起诉状副本应诉通知书举证通知书开庭传票本院受理原告诉被告纠纷一案依法向你公告送达起诉状副本应诉通知书举证通知书开庭传票本院受理原告诉被告纠纷一案依法向你公告送达起诉状副本应诉通知书举证通知书开庭传票本院受理原告诉被告纠纷一案依法向你公告送达起诉状副本应诉通知书举证通知书开庭传票本院受理原告诉被告纠纷一案依法向你公告送达起诉状副本应诉通知书举证通知书开庭传票本院受理原告诉被告纠纷一案依法向你公告送达起诉状副本应诉通知书举证通知书开庭传票本院受理原告诉被告纠纷一案依法向你公告送达起诉状副本应诉通知书举证通知书开庭传票本院受理原告诉被告纠纷一案依法向你公告送达起诉状副本应诉通知书举证通知书开庭传票本院受理原告诉被告纠纷一案依法向你公告送达起诉状副本应诉通知书举证通知书开庭传票 (238, 442, 422, 580)
notice-item (26, 1159, 210, 1299)
notice-body-text: 本院受理原告诉被告纠纷一案依法向你公告送达起诉状副本应诉通知书举证通知书开庭传票本院受理原告诉被告纠纷一案依法向你公告送达起诉状副本应诉通知书举证通知书开庭传票本院受理原告诉被告纠纷一案依法向你公告送达起诉状副本应诉通知书举证通知书开庭传票本院受理原告诉被告纠纷一案依法向你公告送达起诉状副本应诉通知书举证通知书开庭传票本院受理原告诉被告纠纷一案依法向你公告送达起诉状副本应诉通知书举证通知书开庭传票本院受理原告诉被告纠纷一案依法向你公告送达起诉状副本应诉通知书举证通知书开庭传票本院受理原告诉被告纠纷一案依法向你公告送达起诉状副本应诉通知书举证通知书开庭传票本院受理原告诉被告纠纷一案依法向你公告送达起诉状副本应诉通知书举证通知书开庭传票本院受理原告诉被告纠纷一案依法向你公告送达起诉状副本应诉通知书举证通知书开庭传票本院受理原告诉被告纠纷一案依法向你公告送达起诉状副本应诉通知书举证通知书开庭传票本院受理原告诉被告纠纷一案依法向你公告送达起诉状副本应诉通知书举证通知书开庭传票本院受理原告诉被告纠纷一案依法向你公告送达起诉状副本应诉通知书举证通知书开庭传票本院受理原告诉被告纠纷一案依法向你公告送达起诉状副本应诉通知书举证通知书开庭传票本院受理原告诉被告纠纷一案依法向你公告送达起诉状副本应诉通知书举证通知书开庭传票本院受理原告诉被告纠纷一案依法向你公告送达起诉状副本应诉通知书举证通知书开庭传票本院受理原告诉被告纠纷一案依法向你公告送达起诉状副本应诉通知书举证通知书开庭传票本院受理原告诉被告纠纷一案依法向你公告送达起诉状副本应诉通知书举证通知书开庭传票本院受理原告诉被告纠纷一案依法向你公告送达起诉状副本应诉通知书举证通知书开庭传票本院受理原告诉被告纠纷一案依法向你公告送达起诉状副本应诉通知书举证通知书开庭传票本院受理原告诉被告纠纷一案依法向你公告送达起诉状副本应诉通知书举证通知书开庭传票本院受理原告诉被告纠纷一案依法向你公告送达起诉状副本应诉通知书举证通知书开庭传票本院受理原告诉被告纠纷一案依法向你公告送达起诉状副本应诉通知书举证通知书开庭传票本院受理原告诉被告纠纷一案依法向你公告送达起诉状副本应诉通知书举证通知书开庭传票本院受理原告诉被告纠纷一案依法向你公告送达起诉状副本应诉通知书举证通知书开庭传票本院受理原告诉被告纠纷一案依法向你公告送达起诉状副本应诉通知书举证通知书开庭传票 (26, 1544, 210, 1689)
court-signature: 安徽省五河县人民法院 (369, 1149, 420, 1156)
notice-body-text: 本院受理原告诉被告纠纷一案依法向你公告送达起诉状副本应诉通知书举证通知书开庭传票本院受理原告诉被告纠纷一案依法向你公告送达起诉状副本应诉通知书举证通知书开庭传票本院受理原告诉被告纠纷一案依法向你公告送达起诉状副本应诉通知书举证通知书开庭传票本院受理原告诉被告纠纷一案依法向你公告送达起诉状副本应诉通知书举证通知书开庭传票本院受理原告诉被告纠纷一案依法向你公告送达起诉状副本应诉通知书举证通知书开庭传票本院受理原告诉被告纠纷一案依法向你公告送达起诉状副本应诉通知书举证通知书开庭传票本院受理原告诉被告纠纷一案依法向你公告送达起诉状副本应诉通知书举证通知书开庭传票本院受理原告诉被告纠纷一案依法向你公告送达起诉状副本应诉通知书举证通知书开庭传票本院受理原告诉被告纠纷一案依法向你公告送达起诉状副本应诉通知书举证通知书开庭传票本院受理原告诉被告纠纷一案依法向你公告送达起诉状副本应诉通知书举证通知书开庭传票本院受理原告诉被告纠纷一案依法向你公告送达起诉状副本应诉通知书举证通知书开庭传票本院受理原告诉被告纠纷一案依法向你公告送达起诉状副本应诉通知书举证通知书开庭传票本院受理原告诉被告纠纷一案依法向你公告送达起诉状副本应诉通知书举证通知书开庭传票本院受理原告诉被告纠纷一案依法向你公告送达起诉状副本应诉通知书举证通知书开庭传票本院受理原告诉被告纠纷一案依法向你公告送达起诉状副本应诉通知书举证通知书开庭传票本院受理原告诉被告纠纷一案依法向你公告送达起诉状副本应诉通知书举证通知书开庭传票本院受理原告诉被告纠纷一案依法向你公告送达起诉状副本应诉通知书举证通知书开庭传票本院受理原告诉被告纠纷一案依法向你公告送达起诉状副本应诉通知书举证通知书开庭传票本院受理原告诉被告纠纷一案依法向你公告送达起诉状副本应诉通知书举证通知书开庭传票本院受理原告诉被告纠纷一案依法向你公告送达起诉状副本应诉通知书举证通知书开庭传票 (238, 1300, 422, 1418)
court-signature: 江苏省溧阳市人民法院 (157, 1001, 208, 1008)
column-header: 公告专栏 (233, 142, 427, 169)
notice-body-text: 本院受理原告诉被告纠纷一案依法向你公告送达起诉状副本应诉通知书举证通知书开庭传票本院受理原告诉被告纠纷一案依法向你公告送达起诉状副本应诉通知书举证通知书开庭传票本院受理原告诉被告纠纷一案依法向你公告送达起诉状副本应诉通知书举证通知书开庭传票本院受理原告诉被告纠纷一案依法向你公告送达起诉状副本应诉通知书举证通知书开庭传票本院受理原告诉被告纠纷一案依法向你公告送达起诉状副本应诉通知书举证通知书开庭传票本院受理原告诉被告纠纷一案依法向你公告送达起诉状副本应诉通知书举证通知书开庭传票本院受理原告诉被告纠纷一案依法向你公告送达起诉状副本应诉通知书举证通知书开庭传票本院受理原告诉被告纠纷一案依法向你公告送达起诉状副本应诉通知书举证通知书开庭传票本院受理原告诉被告纠纷一案依法向你公告送达起诉状副本应诉通知书举证通知书开庭传票本院受理原告诉被告纠纷一案依法向你公告送达起诉状副本应诉通知书举证通知书开庭传票本院受理原告诉被告纠纷一案依法向你公告送达起诉状副本应诉通知书举证通知书开庭传票本院受理原告诉被告纠纷一案依法向你公告送达起诉状副本应诉通知书举证通知书开庭传票本院受理原告诉被告纠纷一案依法向你公告送达起诉状副本应诉通知书举证通知书开庭传票本院受理原告诉被告纠纷一案依法向你公告送达起诉状副本应诉通知书举证通知书开庭传票本院受理原告诉被告纠纷一案依法向你公告送达起诉状副本应诉通知书举证通知书开庭传票本院受理原告诉被告纠纷一案依法向你公告送达起诉状副本应诉通知书举证通知书开庭传票本院受理原告诉被告纠纷一案依法向你公告送达起诉状副本应诉通知书举证通知书开庭传票本院受理原告诉被告纠纷一案依法向你公告送达起诉状副本应诉通知书举证通知书开庭传票本院受理原告诉被告纠纷一案依法向你公告送达起诉状副本应诉通知书举证通知书开庭传票本院受理原告诉被告纠纷一案依法向你公告送达起诉状副本应诉通知书举证通知书开庭传票本院受理原告诉被告纠纷一案依法向你公告送达起诉状副本应诉通知书举证通知书开庭传票本院受理原告诉被告纠纷一案依法向你公告送达起诉状副本应诉通知书举证通知书开庭传票本院受理原告诉被告纠纷一案依法向你公告送达起诉状副本应诉通知书举证通知书开庭传票本院受理原告诉被告纠纷一案依法向你公告送达起诉状副本应诉通知书举证通知书开庭传票本院受理原告诉被告纠纷一案依法向你公告送达起诉状副本应诉通知书举证通知书开庭传票 (238, 287, 422, 431)
notice-item (238, 1700, 422, 1846)
notice-item (238, 591, 422, 724)
notice-item (238, 1159, 422, 1299)
notice-column-right (232, 141, 428, 2269)
notice-item (238, 1300, 422, 1427)
notice-item (26, 1010, 210, 1156)
notice-body-text: 本院受理原告诉被告纠纷一案依法向你公告送达起诉状副本应诉通知书举证通知书开庭传票本院受理原告诉被告纠纷一案依法向你公告送达起诉状副本应诉通知书举证通知书开庭传票本院受理原告诉被告纠纷一案依法向你公告送达起诉状副本应诉通知书举证通知书开庭传票本院受理原告诉被告纠纷一案依法向你公告送达起诉状副本应诉通知书举证通知书开庭传票本院受理原告诉被告纠纷一案依法向你公告送达起诉状副本应诉通知书举证通知书开庭传票本院受理原告诉被告纠纷一案依法向你公告送达起诉状副本应诉通知书举证通知书开庭传票本院受理原告诉被告纠纷一案依法向你公告送达起诉状副本应诉通知书举证通知书开庭传票本院受理原告诉被告纠纷一案依法向你公告送达起诉状副本应诉通知书举证通知书开庭传票本院受理原告诉被告纠纷一案依法向你公告送达起诉状副本应诉通知书举证通知书开庭传票本院受理原告诉被告纠纷一案依法向你公告送达起诉状副本应诉通知书举证通知书开庭传票本院受理原告诉被告纠纷一案依法向你公告送达起诉状副本应诉通知书举证通知书开庭传票本院受理原告诉被告纠纷一案依法向你公告送达起诉状副本应诉通知书举证通知书开庭传票本院受理原告诉被告纠纷一案依法向你公告送达起诉状副本应诉通知书举证通知书开庭传票本院受理原告诉被告纠纷一案依法向你公告送达起诉状副本应诉通知书举证通知书开庭传票本院受理原告诉被告纠纷一案依法向你公告送达起诉状副本应诉通知书举证通知书开庭传票本院受理原告诉被告纠纷一案依法向你公告送达起诉状副本应诉通知书举证通知书开庭传票本院受理原告诉被告纠纷一案依法向你公告送达起诉状副本应诉通知书举证通知书开庭传票本院受理原告诉被告纠纷一案依法向你公告送达起诉状副本应诉通知书举证通知书开庭传票本院受理原告诉被告纠纷一案依法向你公告送达起诉状副本应诉通知书举证通知书开庭传票本院受理原告诉被告纠纷一案依法向你公告送达起诉状副本应诉通知书举证通知书开庭传票本院受理原告诉被告纠纷一案依法向你公告送达起诉状副本应诉通知书举证通知书开庭传票本院受理原告诉被告纠纷一案依法向你公告送达起诉状副本应诉通知书举证通知书开庭传票本院受理原告诉被告纠纷一案依法向你公告送达起诉状副本应诉通知书举证通知书开庭传票本院受理原告诉被告纠纷一案依法向你公告送达起诉状副本应诉通知书举证通知书开庭传票本院受理原告诉被告纠纷一案依法向你公告送达起诉状副本应诉通知书举证通知书开庭传票 (238, 1544, 422, 1689)
court-signature: 广东省惠州市惠阳区人民法院 (354, 582, 420, 589)
court-signature: 江西省赣州市人民法院 (157, 1149, 208, 1156)
notice-item (238, 443, 422, 589)
notice-body-text: 本院受理原告诉被告纠纷一案依法向你公告送达起诉状副本应诉通知书举证通知书开庭传票本院受理原告诉被告纠纷一案依法向你公告送达起诉状副本应诉通知书举证通知书开庭传票本院受理原告诉被告纠纷一案依法向你公告送达起诉状副本应诉通知书举证通知书开庭传票本院受理原告诉被告纠纷一案依法向你公告送达起诉状副本应诉通知书举证通知书开庭传票本院受理原告诉被告纠纷一案依法向你公告送达起诉状副本应诉通知书举证通知书开庭传票本院受理原告诉被告纠纷一案依法向你公告送达起诉状副本应诉通知书举证通知书开庭传票本院受理原告诉被告纠纷一案依法向你公告送达起诉状副本应诉通知书举证通知书开庭传票本院受理原告诉被告纠纷一案依法向你公告送达起诉状副本应诉通知书举证通知书开庭传票本院受理原告诉被告纠纷一案依法向你公告送达起诉状副本应诉通知书举证通知书开庭传票本院受理原告诉被告纠纷一案依法向你公告送达起诉状副本应诉通知书举证通知书开庭传票本院受理原告诉被告纠纷一案依法向你公告送达起诉状副本应诉通知书举证通知书开庭传票本院受理原告诉被告纠纷一案依法向你公告送达起诉状副本应诉通知书举证通知书开庭传票本院受理原告诉被告纠纷一案依法向你公告送达起诉状副本应诉通知书举证通知书开庭传票本院受理原告诉被告纠纷一案依法向你公告送达起诉状副本应诉通知书举证通知书开庭传票本院受理原告诉被告纠纷一案依法向你公告送达起诉状副本应诉通知书举证通知书开庭传票本院受理原告诉被告纠纷一案依法向你公告送达起诉状副本应诉通知书举证通知书开庭传票本院受理原告诉被告纠纷一案依法向你公告送达起诉状副本应诉通知书举证通知书开庭传票本院受理原告诉被告纠纷一案依法向你公告送达起诉状副本应诉通知书举证通知书开庭传票本院受理原告诉被告纠纷一案依法向你公告送达起诉状副本应诉通知书举证通知书开庭传票本院受理原告诉被告纠纷一案依法向你公告送达起诉状副本应诉通知书举证通知书开庭传票本院受理原告诉被告纠纷一案依法向你公告送达起诉状副本应诉通知书举证通知书开庭传票本院受理原告诉被告纠纷一案依法向你公告送达起诉状副本应诉通知书举证通知书开庭传票本院受理原告诉被告纠纷一案依法向你公告送达起诉状副本应诉通知书举证通知书开庭传票本院受理原告诉被告纠纷一案依法向你公告送达起诉状副本应诉通知书举证通知书开庭传票 (26, 1010, 210, 1147)
issue-title-right: 10/11中缝 (258, 102, 374, 126)
notice-item (26, 1429, 210, 1543)
notice-item (26, 1300, 210, 1427)
notice-item (238, 1545, 422, 1698)
court-signature: 广西钦州市钦北区人民法院 (147, 1291, 208, 1298)
notice-item (238, 1983, 422, 2103)
court-signature: 四川省南部县人民法院 (157, 433, 208, 440)
court-signature: 江苏省苏州市吴江区人民法院 (354, 2096, 420, 2103)
notice-body-text: 本院受理原告诉被告纠纷一案依法向你公告送达起诉状副本应诉通知书举证通知书开庭传票本院受理原告诉被告纠纷一案依法向你公告送达起诉状副本应诉通知书举证通知书开庭传票本院受理原告诉被告纠纷一案依法向你公告送达起诉状副本应诉通知书举证通知书开庭传票本院受理原告诉被告纠纷一案依法向你公告送达起诉状副本应诉通知书举证通知书开庭传票本院受理原告诉被告纠纷一案依法向你公告送达起诉状副本应诉通知书举证通知书开庭传票本院受理原告诉被告纠纷一案依法向你公告送达起诉状副本应诉通知书举证通知书开庭传票本院受理原告诉被告纠纷一案依法向你公告送达起诉状副本应诉通知书举证通知书开庭传票本院受理原告诉被告纠纷一案依法向你公告送达起诉状副本应诉通知书举证通知书开庭传票本院受理原告诉被告纠纷一案依法向你公告送达起诉状副本应诉通知书举证通知书开庭传票本院受理原告诉被告纠纷一案依法向你公告送达起诉状副本应诉通知书举证通知书开庭传票本院受理原告诉被告纠纷一案依法向你公告送达起诉状副本应诉通知书举证通知书开庭传票本院受理原告诉被告纠纷一案依法向你公告送达起诉状副本应诉通知书举证通知书开庭传票本院受理原告诉被告纠纷一案依法向你公告送达起诉状副本应诉通知书举证通知书开庭传票本院受理原告诉被告纠纷一案依法向你公告送达起诉状副本应诉通知书举证通知书开庭传票本院受理原告诉被告纠纷一案依法向你公告送达起诉状副本应诉通知书举证通知书开庭传票本院受理原告诉被告纠纷一案依法向你公告送达起诉状副本应诉通知书举证通知书开庭传票本院受理原告诉被告纠纷一案依法向你公告送达起诉状副本应诉通知书举证通知书开庭传票本院受理原告诉被告纠纷一案依法向你公告送达起诉状副本应诉通知书举证通知书开庭传票 (26, 1429, 210, 1533)
notice-list (233, 169, 427, 2265)
court-signature: 新疆维吾尔自治区人民法院 (359, 717, 420, 724)
notice-body-text: 本院受理原告诉被告纠纷一案依法向你公告送达起诉状副本应诉通知书举证通知书开庭传票本院受理原告诉被告纠纷一案依法向你公告送达起诉状副本应诉通知书举证通知书开庭传票本院受理原告诉被告纠纷一案依法向你公告送达起诉状副本应诉通知书举证通知书开庭传票本院受理原告诉被告纠纷一案依法向你公告送达起诉状副本应诉通知书举证通知书开庭传票本院受理原告诉被告纠纷一案依法向你公告送达起诉状副本应诉通知书举证通知书开庭传票本院受理原告诉被告纠纷一案依法向你公告送达起诉状副本应诉通知书举证通知书开庭传票本院受理原告诉被告纠纷一案依法向你公告送达起诉状副本应诉通知书举证通知书开庭传票本院受理原告诉被告纠纷一案依法向你公告送达起诉状副本应诉通知书举证通知书开庭传票本院受理原告诉被告纠纷一案依法向你公告送达起诉状副本应诉通知书举证通知书开庭传票本院受理原告诉被告纠纷一案依法向你公告送达起诉状副本应诉通知书举证通知书开庭传票本院受理原告诉被告纠纷一案依法向你公告送达起诉状副本应诉通知书举证通知书开庭传票本院受理原告诉被告纠纷一案依法向你公告送达起诉状副本应诉通知书举证通知书开庭传票本院受理原告诉被告纠纷一案依法向你公告送达起诉状副本应诉通知书举证通知书开庭传票本院受理原告诉被告纠纷一案依法向你公告送达起诉状副本应诉通知书举证通知书开庭传票本院受理原告诉被告纠纷一案依法向你公告送达起诉状副本应诉通知书举证通知书开庭传票本院受理原告诉被告纠纷一案依法向你公告送达起诉状副本应诉通知书举证通知书开庭传票本院受理原告诉被告纠纷一案依法向你公告送达起诉状副本应诉通知书举证通知书开庭传票本院受理原告诉被告纠纷一案依法向你公告送达起诉状副本应诉通知书举证通知书开庭传票本院受理原告诉被告纠纷一案依法向你公告送达起诉状副本应诉通知书举证通知书开庭传票本院受理原告诉被告纠纷一案依法向你公告送达起诉状副本应诉通知书举证通知书开庭传票本院受理原告诉被告纠纷一案依法向你公告送达起诉状副本应诉通知书举证通知书开庭传票本院受理原告诉被告纠纷一案依法向你公告送达起诉状副本应诉通知书举证通知书开庭传票本院受理原告诉被告纠纷一案依法向你公告送达起诉状副本应诉通知书举证通知书开庭传票本院受理原告诉被告纠纷一案依法向你公告送达起诉状副本应诉通知书举证通知书开庭传票本院受理原告诉被告纠纷一案依法向你公告送达起诉状副本应诉通知书举证通知书开庭传票 (26, 287, 210, 431)
notice-body-text: 本院受理原告诉被告纠纷一案依法向你公告送达起诉状副本应诉通知书举证通知书开庭传票本院受理原告诉被告纠纷一案依法向你公告送达起诉状副本应诉通知书举证通知书开庭传票本院受理原告诉被告纠纷一案依法向你公告送达起诉状副本应诉通知书举证通知书开庭传票本院受理原告诉被告纠纷一案依法向你公告送达起诉状副本应诉通知书举证通知书开庭传票本院受理原告诉被告纠纷一案依法向你公告送达起诉状副本应诉通知书举证通知书开庭传票本院受理原告诉被告纠纷一案依法向你公告送达起诉状副本应诉通知书举证通知书开庭传票本院受理原告诉被告纠纷一案依法向你公告送达起诉状副本应诉通知书举证通知书开庭传票本院受理原告诉被告纠纷一案依法向你公告送达起诉状副本应诉通知书举证通知书开庭传票本院受理原告诉被告纠纷一案依法向你公告送达起诉状副本应诉通知书举证通知书开庭传票本院受理原告诉被告纠纷一案依法向你公告送达起诉状副本应诉通知书举证通知书开庭传票本院受理原告诉被告纠纷一案依法向你公告送达起诉状副本应诉通知书举证通知书开庭传票本院受理原告诉被告纠纷一案依法向你公告送达起诉状副本应诉通知书举证通知书开庭传票本院受理原告诉被告纠纷一案依法向你公告送达起诉状副本应诉通知书举证通知书开庭传票本院受理原告诉被告纠纷一案依法向你公告送达起诉状副本应诉通知书举证通知书开庭传票本院受理原告诉被告纠纷一案依法向你公告送达起诉状副本应诉通知书举证通知书开庭传票本院受理原告诉被告纠纷一案依法向你公告送达起诉状副本应诉通知书举证通知书开庭传票本院受理原告诉被告纠纷一案依法向你公告送达起诉状副本应诉通知书举证通知书开庭传票本院受理原告诉被告纠纷一案依法向你公告送达起诉状副本应诉通知书举证通知书开庭传票本院受理原告诉被告纠纷一案依法向你公告送达起诉状副本应诉通知书举证通知书开庭传票 (238, 1983, 422, 2094)
notice-body-text: 本院受理原告诉被告纠纷一案依法向你公告送达起诉状副本应诉通知书举证通知书开庭传票本院受理原告诉被告纠纷一案依法向你公告送达起诉状副本应诉通知书举证通知书开庭传票本院受理原告诉被告纠纷一案依法向你公告送达起诉状副本应诉通知书举证通知书开庭传票本院受理原告诉被告纠纷一案依法向你公告送达起诉状副本应诉通知书举证通知书开庭传票本院受理原告诉被告纠纷一案依法向你公告送达起诉状副本应诉通知书举证通知书开庭传票本院受理原告诉被告纠纷一案依法向你公告送达起诉状副本应诉通知书举证通知书开庭传票本院受理原告诉被告纠纷一案依法向你公告送达起诉状副本应诉通知书举证通知书开庭传票本院受理原告诉被告纠纷一案依法向你公告送达起诉状副本应诉通知书举证通知书开庭传票本院受理原告诉被告纠纷一案依法向你公告送达起诉状副本应诉通知书举证通知书开庭传票本院受理原告诉被告纠纷一案依法向你公告送达起诉状副本应诉通知书举证通知书开庭传票本院受理原告诉被告纠纷一案依法向你公告送达起诉状副本应诉通知书举证通知书开庭传票本院受理原告诉被告纠纷一案依法向你公告送达起诉状副本应诉通知书举证通知书开庭传票本院受理原告诉被告纠纷一案依法向你公告送达起诉状副本应诉通知书举证通知书开庭传票本院受理原告诉被告纠纷一案依法向你公告送达起诉状副本应诉通知书举证通知书开庭传票本院受理原告诉被告纠纷一案依法向你公告送达起诉状副本应诉通知书举证通知书开庭传票本院受理原告诉被告纠纷一案依法向你公告送达起诉状副本应诉通知书举证通知书开庭传票本院受理原告诉被告纠纷一案依法向你公告送达起诉状副本应诉通知书举证通知书开庭传票本院受理原告诉被告纠纷一案依法向你公告送达起诉状副本应诉通知书举证通知书开庭传票本院受理原告诉被告纠纷一案依法向你公告送达起诉状副本应诉通知书举证通知书开庭传票本院受理原告诉被告纠纷一案依法向你公告送达起诉状副本应诉通知书举证通知书开庭传票本院受理原告诉被告纠纷一案依法向你公告送达起诉状副本应诉通知书举证通知书开庭传票本院受理原告诉被告纠纷一案依法向你公告送达起诉状副本应诉通知书举证通知书开庭传票本院受理原告诉被告纠纷一案依法向你公告送达起诉状副本应诉通知书举证通知书开庭传票 (238, 1699, 422, 1837)
